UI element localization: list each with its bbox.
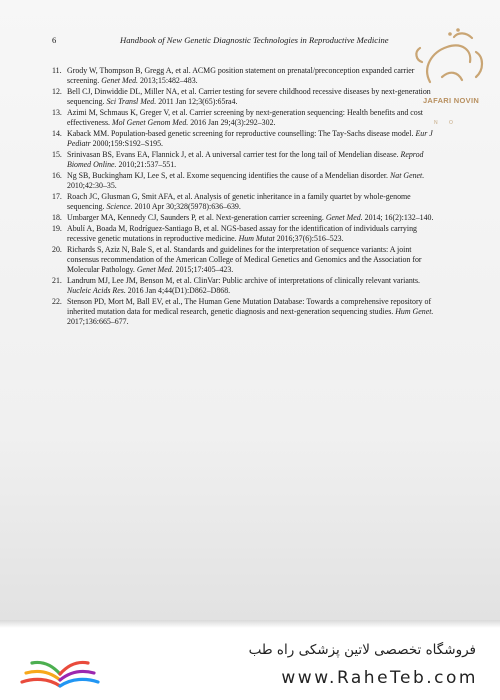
reference-journal: Genet Med. bbox=[136, 265, 174, 275]
reference-journal: Genet Med. bbox=[325, 213, 363, 222]
reference-citation: 2016;37(6):516–523. bbox=[274, 234, 344, 243]
open-book-logo-icon bbox=[14, 642, 106, 694]
reference-list bbox=[52, 66, 444, 328]
reference-item bbox=[52, 87, 444, 107]
reference-text: Umbarger MA, Kennedy CJ, Saunders P, et al. Next-generation carrier screening. bbox=[67, 213, 326, 222]
calligraphy-logo-icon bbox=[392, 22, 492, 102]
reference-number: 11. bbox=[52, 66, 62, 75]
reference-number: 14. bbox=[52, 129, 62, 138]
reference-item bbox=[52, 276, 444, 296]
reference-journal: Nat Genet. bbox=[390, 171, 425, 180]
reference-journal: Mol Genet Genom Med. bbox=[112, 118, 189, 128]
reference-item bbox=[52, 192, 444, 212]
reference-citation: 2016 Jan 29;4(3):292–302. bbox=[188, 118, 276, 128]
reference-text: Landrum MJ, Lee JM, Benson M, et al. ClinVar: Public archive of interpretations of clinically relevant variants. bbox=[67, 276, 421, 285]
reference-item bbox=[52, 224, 444, 244]
reference-item bbox=[52, 297, 444, 328]
reference-item bbox=[52, 108, 444, 128]
reference-text: Grody W, Thompson B, Gregg A, et al. ACMG position statement on prenatal/preconception expanded carrier screening. bbox=[67, 66, 415, 86]
reference-journal: Eur J Pediatr bbox=[67, 129, 433, 149]
reference-citation: 2000;159:S192–S195. bbox=[90, 139, 164, 149]
store-footer bbox=[0, 628, 500, 700]
reference-citation: 2010;42:30–35. bbox=[67, 181, 117, 191]
reference-text: Stenson PD, Mort M, Ball EV, et al., The Human Gene Mutation Database: Towards a comprehensive repository of inherited mutation data for medical research, genetic diagnosis and next-generation sequencing studies. bbox=[67, 297, 432, 317]
reference-text: Kaback MM. Population-based genetic screening for reproductive counselling: The Tay-Sachs disease model. bbox=[67, 129, 416, 138]
reference-item bbox=[52, 171, 444, 191]
reference-text: Bell CJ, Dinwiddie DL, Miller NA, et al. Carrier testing for severe childhood recessive diseases by next-generation sequencing. bbox=[67, 87, 431, 107]
reference-journal: Nucleic Acids Res. bbox=[67, 286, 126, 296]
reference-item bbox=[52, 213, 444, 223]
reference-citation: 2010 Apr 30;328(5978):636–639. bbox=[132, 202, 241, 212]
reference-citation: 2011 Jan 12;3(65):65ra4. bbox=[156, 97, 238, 107]
watermark-name: JAFARI NOVIN bbox=[422, 96, 480, 105]
reference-item bbox=[52, 150, 444, 170]
reference-text: Richards S, Aziz N, Bale S, et al. Standards and guidelines for the interpretation of sequence variants: A joint consensus recommendation of the American College of Medical Genetics and Genomics and the Association for Molecular Pathology. bbox=[67, 244, 422, 275]
reference-citation: 2015;17:405–423. bbox=[173, 265, 234, 275]
reference-item bbox=[52, 66, 444, 86]
reference-number: 18. bbox=[52, 213, 62, 222]
watermark-logo bbox=[392, 22, 492, 132]
page-number: 6 bbox=[52, 35, 57, 45]
reference-citation: 2016 Jan 4;44(D1):D862–D868. bbox=[125, 286, 231, 296]
store-name: فروشگاه تخصصی لاتین پزشکی راه طب bbox=[248, 642, 476, 658]
store-url[interactable]: www.RaheTeb.com bbox=[281, 668, 478, 688]
reference-text: Roach JC, Glusman G, Smit AFA, et al. Analysis of genetic inheritance in a family quartet by whole-genome sequencing. bbox=[67, 192, 411, 212]
reference-citation: 2010;21:537–551. bbox=[116, 160, 177, 170]
reference-number: 16. bbox=[52, 171, 62, 180]
reference-item bbox=[52, 245, 444, 276]
reference-citation: 2013;15:482–483. bbox=[138, 76, 198, 86]
reference-text: Azimi M, Schmaus K, Greger V, et al. Carrier screening by next-generation sequencing: Health benefits and cost effectiveness. bbox=[67, 108, 423, 128]
reference-journal: Science. bbox=[106, 202, 133, 212]
reference-number: 15. bbox=[52, 150, 62, 159]
reference-text: Ng SB, Buckingham KJ, Lee S, et al. Exome sequencing identifies the cause of a Mendelian disorder. bbox=[67, 171, 390, 180]
reference-number: 21. bbox=[52, 276, 62, 285]
reference-number: 22. bbox=[52, 297, 62, 306]
reference-text: Srinivasan BS, Evans EA, Flannick J, et al. A universal carrier test for the long tail of Mendelian disease. bbox=[67, 150, 401, 159]
watermark-subtext: N O bbox=[434, 120, 458, 126]
reference-number: 13. bbox=[52, 108, 62, 117]
reference-journal: Reprod Biomed Online. bbox=[67, 150, 424, 170]
reference-number: 20. bbox=[52, 244, 62, 254]
reference-text: Abulí A, Boada M, Rodríguez-Santiago B, et al. NGS-based assay for the identification of individuals carrying recessive genetic mutations in reproductive medicine. bbox=[67, 223, 417, 243]
running-title: Handbook of New Genetic Diagnostic Technologies in Reproductive Medicine bbox=[120, 35, 389, 45]
reference-citation: 2017;136:665–677. bbox=[67, 317, 129, 327]
reference-citation: 2014; 16(2):132–140. bbox=[362, 213, 434, 222]
reference-journal: Genet Med. bbox=[101, 76, 138, 86]
reference-journal: Hum Genet. bbox=[395, 307, 434, 317]
reference-number: 17. bbox=[52, 192, 62, 201]
reference-journal: Sci Transl Med. bbox=[106, 97, 157, 107]
reference-item bbox=[52, 129, 444, 149]
reference-journal: Hum Mutat bbox=[238, 234, 275, 243]
reference-number: 19. bbox=[52, 223, 62, 233]
reference-number: 12. bbox=[52, 87, 62, 96]
footer-separator bbox=[0, 620, 500, 628]
